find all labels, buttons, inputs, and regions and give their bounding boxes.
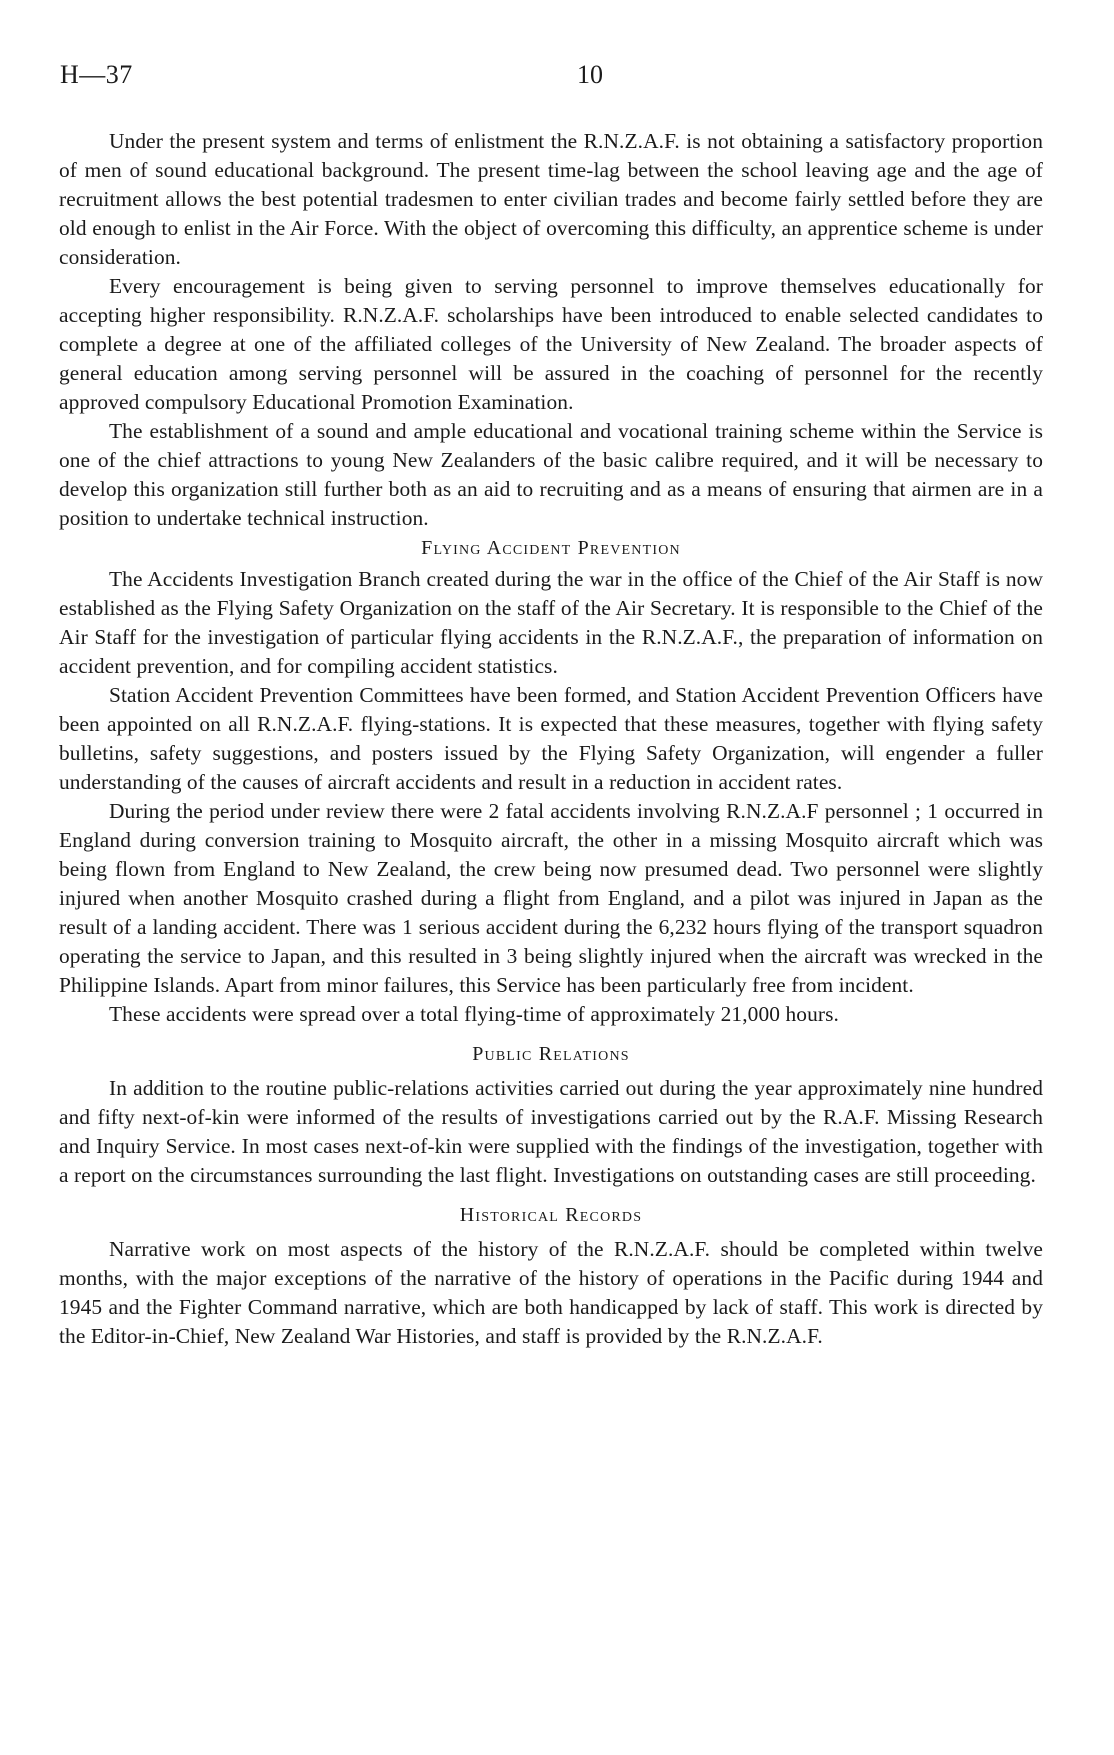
section-heading-flying-accident-prevention: Flying Accident Prevention [421, 537, 681, 559]
document-reference: H—37 [60, 60, 133, 89]
paragraph: Narrative work on most aspects of the history of the R.N.Z.A.F. should be completed within twelve months, with the major exceptions of the narrative of the history of operations in the Pacific during 1944 and 1945 and the Fighter Command narrative, which are both handicapped by lack of staff. This work is directed by the Editor-in-Chief, New Zealand War Histories, and staff is provided by the R.N.Z.A.F. [59, 1237, 1043, 1348]
paragraph: Under the present system and terms of enlistment the R.N.Z.A.F. is not obtaining a satisfactory proportion of men of sound educational background. The present time-lag between the school leaving age and the age of recruitment allows the best potential tradesmen to enter civilian trades and become fairly settled before they are old enough to enlist in the Air Force. With the object of overcoming this difficulty, an apprentice scheme is under consideration. [59, 129, 1043, 269]
paragraph: Station Accident Prevention Committees have been formed, and Station Accident Prevention Officers have been appointed on all R.N.Z.A.F. flying-stations. It is expected that these measures, together with flying safety bulletins, safety suggestions, and posters issued by the Flying Safety Organization, will engender a fuller understanding of the causes of aircraft accidents and result in a reduction in accident rates. [59, 683, 1043, 794]
paragraph: During the period under review there were 2 fatal accidents involving R.N.Z.A.F personnel ; 1 occurred in England during conversion training to Mosquito aircraft, the other in a missing Mosquito aircraft which was being flown from England to New Zealand, the crew being now presumed dead. Two personnel were slightly injured when another Mosquito crashed during a flight from England, and a pilot was injured in Japan as the result of a landing accident. There was 1 serious accident during the 6,232 hours flying of the transport squadron operating the service to Japan, and this resulted in 3 being slightly injured when the aircraft was wrecked in the Philippine Islands. Apart from minor failures, this Service has been particularly free from incident. [59, 799, 1043, 997]
document-body [59, 127, 1043, 1351]
page-number: 10 [577, 60, 603, 89]
paragraph: The establishment of a sound and ample educational and vocational training scheme within the Service is one of the chief attractions to young New Zealanders of the basic calibre required, and it will be necessary to develop this organization still further both as an aid to recruiting and as a means of ensuring that airmen are in a position to undertake technical instruction. [59, 419, 1043, 530]
paragraph: In addition to the routine public-relations activities carried out during the year approximately nine hundred and fifty next-of-kin were informed of the results of investigations carried out by the R.A.F. Missing Research and Inquiry Service. In most cases next-of-kin were supplied with the findings of the investigation, together with a report on the circumstances surrounding the last flight. Investigations on outstanding cases are still proceeding. [59, 1076, 1043, 1187]
section-heading-historical-records: Historical Records [459, 1204, 643, 1226]
paragraph: Every encouragement is being given to serving personnel to improve themselves educationally for accepting higher responsibility. R.N.Z.A.F. scholarships have been introduced to enable selected candidates to complete a degree at one of the affiliated colleges of the University of New Zealand. The broader aspects of general education among serving personnel will be assured in the coaching of personnel for the recently approved compulsory Educational Promotion Examination. [59, 274, 1043, 414]
section-heading-public-relations: Public Relations [472, 1043, 630, 1065]
paragraph: These accidents were spread over a total flying-time of approximately 21,000 hours. [109, 1002, 839, 1026]
page-header [60, 60, 1056, 100]
paragraph: The Accidents Investigation Branch created during the war in the office of the Chief of the Air Staff is now established as the Flying Safety Organization on the staff of the Air Secretary. It is responsible to the Chief of the Air Staff for the investigation of particular flying accidents in the R.N.Z.A.F., the preparation of information on accident prevention, and for compiling accident statistics. [59, 567, 1043, 678]
